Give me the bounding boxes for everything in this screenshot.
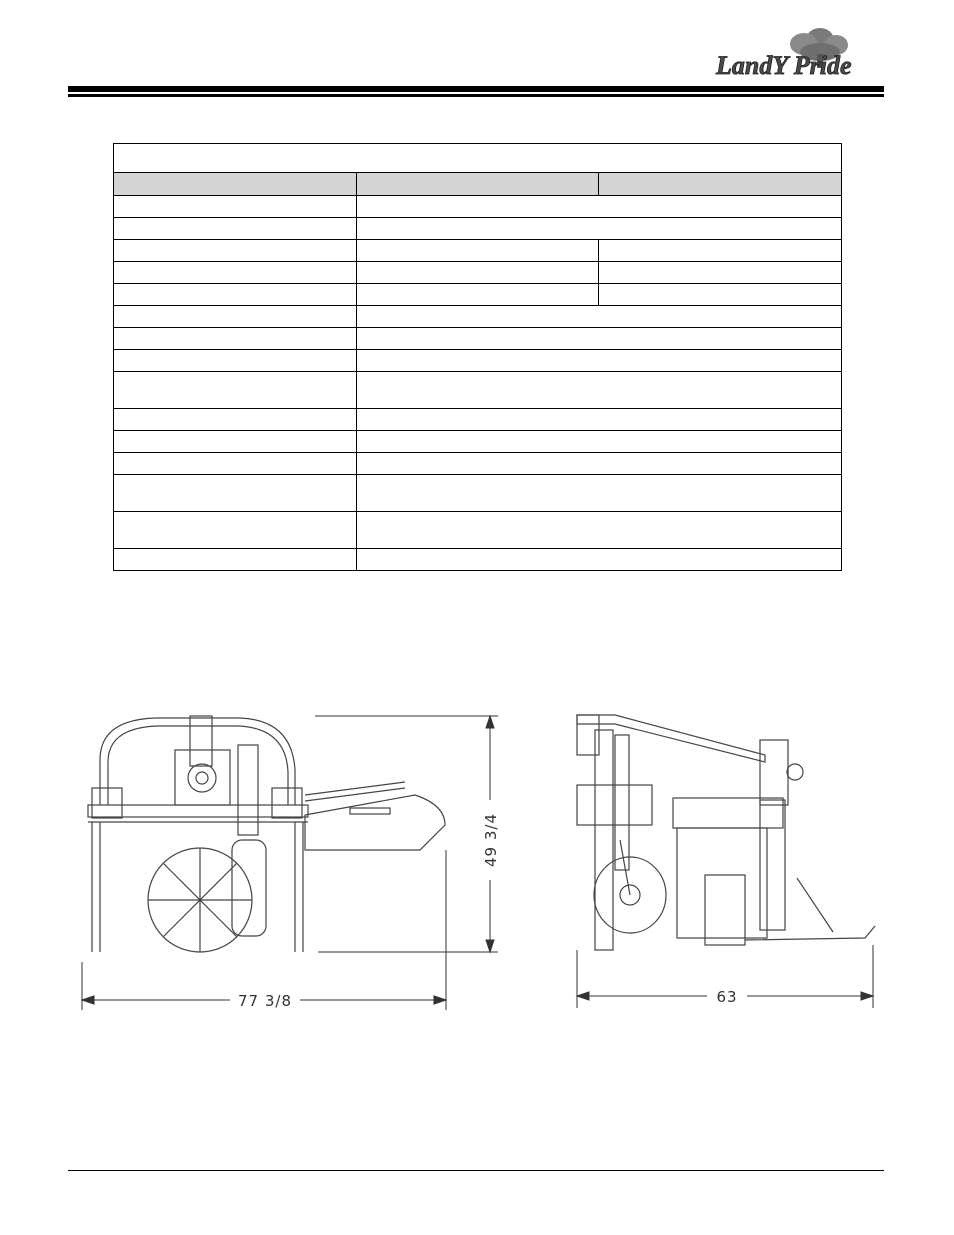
table-row <box>114 262 842 284</box>
footer-rule <box>68 1170 884 1171</box>
landy-pride-logo <box>712 18 888 84</box>
table-row <box>114 475 842 512</box>
specifications-table <box>113 143 842 571</box>
header-rule-thin <box>68 94 884 97</box>
table-row <box>114 453 842 475</box>
front-height-label: 49 3/4 <box>482 813 500 867</box>
table-row <box>114 431 842 453</box>
svg-text:LandY Pride: LandY Pride <box>716 51 852 80</box>
table-row <box>114 328 842 350</box>
table-row <box>114 218 842 240</box>
table-row <box>114 306 842 328</box>
table-header-row <box>114 173 842 196</box>
table-row <box>114 284 842 306</box>
header-rule-thick <box>68 86 884 92</box>
table-row <box>114 240 842 262</box>
table-row <box>114 350 842 372</box>
table-row <box>114 512 842 549</box>
table-row <box>114 409 842 431</box>
table-row <box>114 549 842 571</box>
side-length-label: 63 <box>716 988 738 1006</box>
table-row <box>114 372 842 409</box>
front-width-label: 77 3/8 <box>238 992 292 1010</box>
front-view-drawing <box>60 700 510 1020</box>
table-title-row <box>114 144 842 173</box>
table-row <box>114 196 842 218</box>
side-view-drawing <box>565 700 890 1020</box>
